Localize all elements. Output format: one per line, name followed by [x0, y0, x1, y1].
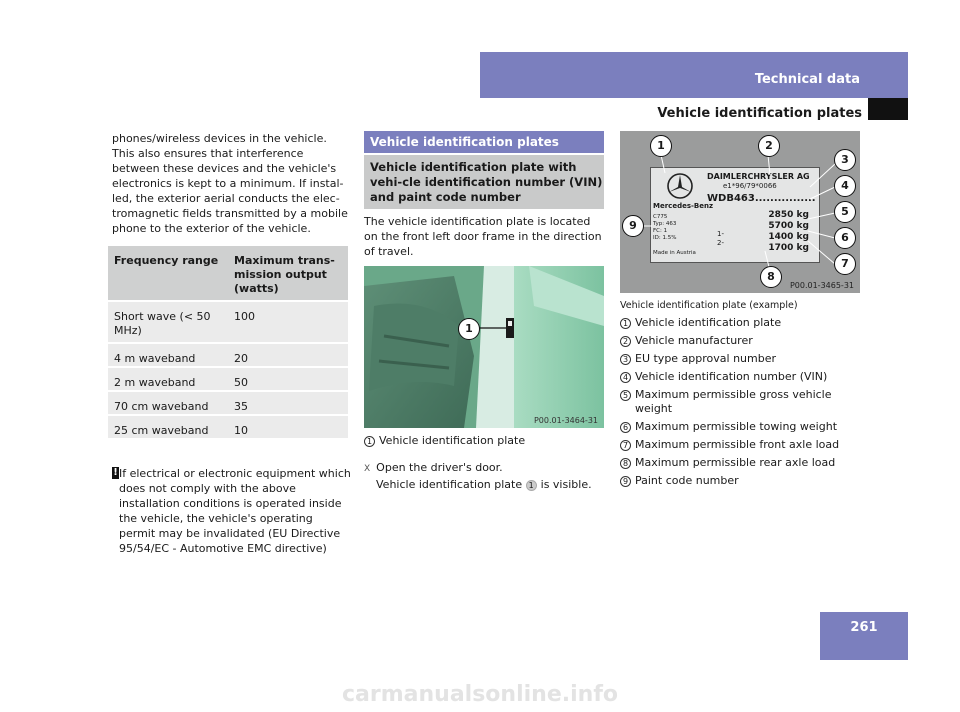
table-cell-frequency: 4 m waveband — [114, 352, 196, 365]
plate-weight-front-axle: 1400 kg — [768, 232, 809, 242]
plate-made-in: Made in Austria — [653, 250, 696, 256]
subsection-title: Vehicle identification plates — [657, 106, 862, 121]
table-cell-output: 100 — [234, 310, 255, 323]
plate-code-line: C775 — [653, 214, 668, 220]
legend-text: Vehicle identification plate — [635, 316, 782, 329]
legend-text: Maximum permissible towing weight — [635, 420, 838, 433]
caption-number: 1 — [364, 436, 375, 447]
plate-callout-1: 1 — [650, 135, 672, 157]
table-cell-frequency: 70 cm waveband — [114, 400, 209, 413]
legend-number: 4 — [620, 372, 631, 383]
plate-callout-3: 3 — [834, 149, 856, 171]
step-number: 1 — [526, 480, 537, 491]
section-title: Technical data — [754, 72, 860, 87]
list-item — [620, 420, 860, 434]
table-cell-frequency: 2 m waveband — [114, 376, 196, 389]
legend-number: 2 — [620, 336, 631, 347]
plate-weight-towing: 5700 kg — [768, 221, 809, 231]
table-cell-frequency: 25 cm waveband — [114, 424, 209, 437]
plate-caption: Vehicle identification plate (example) — [620, 300, 798, 311]
plate-code-line: FC: 1 — [653, 228, 668, 234]
instruction-step — [364, 460, 604, 492]
step-line-1: Open the driver's door. — [376, 461, 503, 474]
page-number-box — [820, 612, 908, 660]
table-cell-frequency: Short wave (< 50 MHz) — [114, 310, 211, 337]
frequency-table — [108, 246, 348, 438]
plate-vin: WDB463................ — [707, 193, 816, 204]
watermark: carmanualsonline.info — [342, 682, 618, 707]
legend-number: 9 — [620, 476, 631, 487]
list-item — [620, 388, 860, 416]
left-intro-text: phones/wireless devices in the vehicle. This also ensures that interference between these devices and the vehicle's electronics is kept to a minimum. If instal-led, the exterior aerial conducts the elec-tromagnetic fields transmitted by a mobile phone to the exterior of the vehicle. — [112, 132, 348, 235]
legend-number: 5 — [620, 390, 631, 401]
table-row — [108, 342, 348, 366]
table-row — [108, 366, 348, 390]
page-number: 261 — [850, 620, 878, 635]
plate-callout-2: 2 — [758, 135, 780, 157]
door-frame-illustration — [364, 266, 604, 428]
legend-text: Vehicle manufacturer — [635, 334, 753, 347]
plate-code-line: Typ: 463 — [653, 221, 677, 227]
legend-text: Maximum permissible front axle load — [635, 438, 840, 451]
list-item — [620, 370, 860, 384]
plate-axle-label: 1- — [717, 230, 724, 238]
table-header-output: Maximum trans-mission output (watts) — [234, 254, 335, 295]
legend-number: 6 — [620, 422, 631, 433]
identification-plate-image — [620, 131, 860, 293]
list-item — [620, 316, 860, 330]
list-item — [620, 456, 860, 470]
plate-weight-rear-axle: 1700 kg — [768, 243, 809, 253]
plate-reference: P00.01-3465-31 — [789, 281, 854, 290]
legend-number: 8 — [620, 458, 631, 469]
list-item — [620, 438, 860, 452]
photo-reference: P00.01-3464-31 — [533, 416, 598, 425]
table-cell-output: 35 — [234, 400, 248, 413]
section-heading: Vehicle identification plates — [364, 131, 604, 153]
plate-callout-5: 5 — [834, 201, 856, 223]
table-header-row — [108, 246, 348, 300]
plate-callout-7: 7 — [834, 253, 856, 275]
list-item — [620, 352, 860, 366]
legend-text: Maximum permissible gross vehicle weight — [635, 388, 832, 415]
table-header-frequency: Frequency range — [114, 254, 219, 267]
plate-callout-9: 9 — [622, 215, 644, 237]
step-bullet-icon: X — [364, 464, 371, 474]
step-line-2-start: Vehicle identification plate — [376, 478, 523, 491]
list-item — [620, 474, 860, 488]
legend-number: 7 — [620, 440, 631, 451]
photo-callout-1: 1 — [458, 318, 480, 340]
location-intro: The vehicle identification plate is located on the front left door frame in the direction of travel. — [364, 215, 602, 258]
header-tab — [480, 52, 908, 98]
plate-code-line: ID: 1.5% — [653, 235, 677, 241]
table-row — [108, 414, 348, 438]
legend-text: Vehicle identification number (VIN) — [635, 370, 828, 383]
legend-text: Maximum permissible rear axle load — [635, 456, 836, 469]
table-cell-output: 20 — [234, 352, 248, 365]
photo-caption — [364, 434, 525, 447]
plate-weight-gross: 2850 kg — [768, 210, 809, 220]
plate-approval-number: e1*96/79*0066 — [723, 182, 777, 190]
caption-text: Vehicle identification plate — [379, 434, 526, 447]
legend-text: Paint code number — [635, 474, 739, 487]
plate-axle-label: 2- — [717, 239, 724, 247]
plate-callout-6: 6 — [834, 227, 856, 249]
plate-callout-8: 8 — [760, 266, 782, 288]
plate-logo-text: Mercedes-Benz — [653, 202, 714, 210]
door-frame-photo — [364, 266, 604, 428]
table-cell-output: 50 — [234, 376, 248, 389]
table-cell-output: 10 — [234, 424, 248, 437]
table-row — [108, 300, 348, 342]
warning-note-text: If electrical or electronic equipment which does not comply with the above installation conditions is operated inside the vehicle, the vehicle's operating permit may be invalidated (EU Directive 95/54/EC - Automotive EMC directive) — [119, 467, 351, 555]
legend-text: EU type approval number — [635, 352, 777, 365]
header-marker — [868, 98, 908, 120]
warning-note — [112, 466, 352, 556]
warning-icon: ! — [113, 467, 118, 478]
table-row — [108, 390, 348, 414]
step-line-2-end: is visible. — [540, 478, 592, 491]
sub-heading: Vehicle identification plate with vehi-cle identification number (VIN) and paint code number — [364, 153, 604, 209]
legend-number: 3 — [620, 354, 631, 365]
list-item — [620, 334, 860, 348]
legend-number: 1 — [620, 318, 631, 329]
plate-manufacturer: DAIMLERCHRYSLER AG — [707, 172, 810, 181]
plate-legend — [620, 316, 860, 492]
plate-callout-4: 4 — [834, 175, 856, 197]
